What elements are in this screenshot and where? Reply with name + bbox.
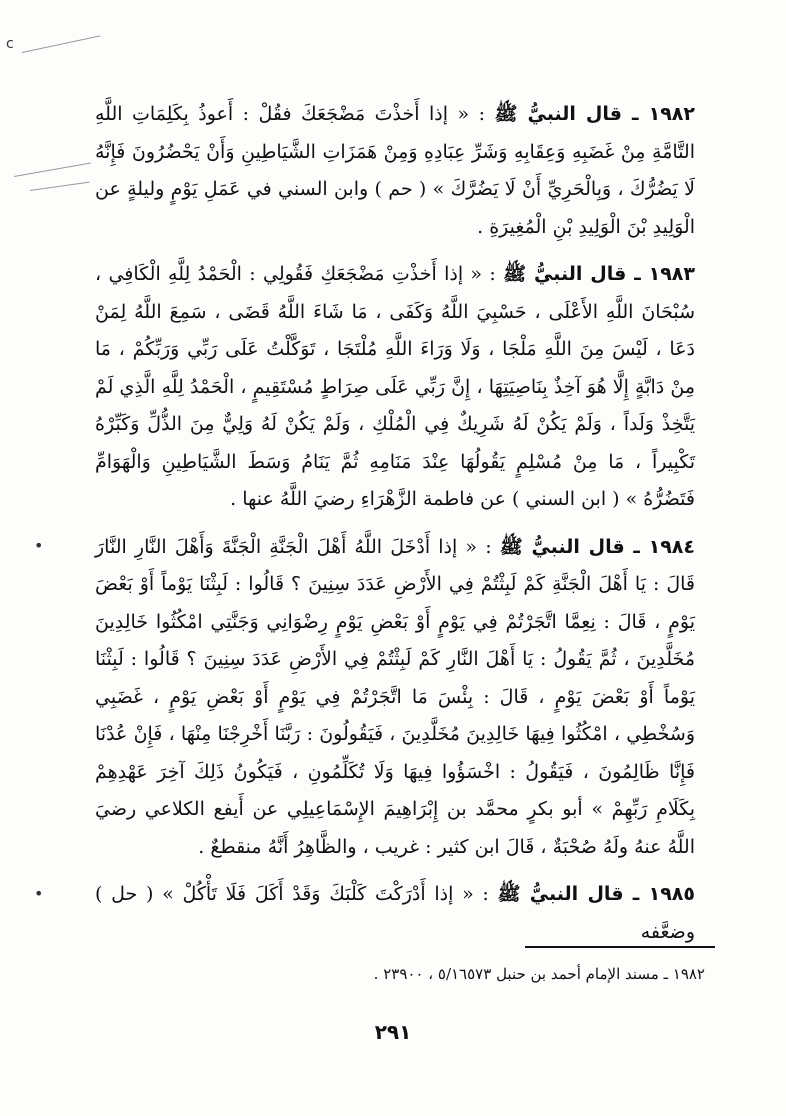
entry-label: قال النبيُّ ﷺ [497,883,624,905]
entry-number: ١٩٨٥ [648,883,695,905]
entry-paragraph: ١٩٨٤ ـ قال النبيُّ ﷺ : « إذا أَدْخَلَ اللَّهُ أَهْلَ الْجَنَّةِ الْجَنَّةَ وَأَهْلَ النَّارِ النَّارَ قَالَ : يَا أَهْلَ الْجَنَّةِ كَمْ لَبِثْتُمْ فِي الأَرْضِ عَدَدَ سِنِينَ ؟ قَالُوا : لَبِثْنَا يَوْماً أَوْ بَعْضَ يَوْمٍ ، قَالَ : نِعِمَّا اتَّجَرْتُمْ فِي يَوْمٍ أَوْ بَعْضِ يَوْمٍ رِضْوَانِي وَجَنَّتِي امْكُثُوا خَالِدِينَ مُخَلَّدِينَ ، ثُمَّ يَقُولُ : يَا أَهْلَ النَّارِ كَمْ لَبِثْتُمْ فِي الأَرْضِ عَدَدَ سِنِينَ ؟ قَالُوا : لَبِثْنَا يَوْماً أَوْ بَعْضَ يَوْمٍ ، قَالَ : بِئْسَ مَا اتَّجَرْتُمْ فِي يَوْمٍ أَوْ بَعْضِ يَوْمٍ ، غَضَبِي وَسُخْطِي ، امْكُثُوا فِيهَا خَالِدِينَ مُخَلَّدِينَ ، فَيَقُولُونَ : رَبَّنَا أَخْرِجْنَا مِنْهَا ، فَإِنْ عُدْنَا فَإِنَّا ظَالِمُونَ ، فَيَقُولُ : اخْسَؤُوا فِيهَا وَلَا تُكَلِّمُونِ ، فَيَكُونُ ذَلِكَ آخِرَ عَهْدِهِمْ بِكَلَامِ رَبِّهِمْ » أبو بكرٍ محمَّد بن إِبْرَاهِيمَ الإِسْمَاعِيلِي عن أَيفع الكلاعي رضيَ اللَّهُ عنهُ ولَهُ صُحْبَةٌ ، قَالَ ابن كثير : غريب ، والظَّاهِرُ أَنَّهُ منقطعٌ . [95,535,695,858]
entry-label: قال النبيُّ ﷺ [494,103,622,125]
entry-number: ١٩٨٤ [648,535,695,558]
scan-streak [22,35,100,53]
page-body [95,96,695,961]
entry-text: : « إذا أَدْرَكْتَ كَلْبَكَ وَقَدْ أَكَلَ فَلَا تَأْكُلْ » ( حل ) وضعَّفه [95,883,695,943]
entry-text: : « إذا أَدْخَلَ اللَّهُ أَهْلَ الْجَنَّةِ الْجَنَّةَ وَأَهْلَ النَّارِ النَّارَ قَالَ : يَا أَهْلَ الْجَنَّةِ كَمْ لَبِثْتُمْ فِي الأَرْضِ عَدَدَ سِنِينَ ؟ قَالُوا : لَبِثْنَا يَوْماً أَوْ بَعْضَ يَوْمٍ ، قَالَ : نِعِمَّا اتَّجَرْتُمْ فِي يَوْمٍ أَوْ بَعْضِ يَوْمٍ رِضْوَانِي وَجَنَّتِي امْكُثُوا خَالِدِينَ مُخَلَّدِينَ ، ثُمَّ يَقُولُ : يَا أَهْلَ النَّارِ كَمْ لَبِثْتُمْ فِي الأَرْضِ عَدَدَ سِنِينَ ؟ قَالُوا : لَبِثْنَا يَوْماً أَوْ بَعْضَ يَوْمٍ ، قَالَ : بِئْسَ مَا اتَّجَرْتُمْ فِي يَوْمٍ أَوْ بَعْضِ يَوْمٍ ، غَضَبِي وَسُخْطِي ، امْكُثُوا فِيهَا خَالِدِينَ مُخَلَّدِينَ ، فَيَقُولُونَ : رَبَّنَا أَخْرِجْنَا مِنْهَا ، فَإِنْ عُدْنَا فَإِنَّا ظَالِمُونَ ، فَيَقُولُ : اخْسَؤُوا فِيهَا وَلَا تُكَلِّمُونِ ، فَيَكُونُ ذَلِكَ آخِرَ عَهْدِهِمْ بِكَلَامِ رَبِّهِمْ » أبو بكرٍ محمَّد بن إِبْرَاهِيمَ الإِسْمَاعِيلِي عن أَيفع الكلاعي رضيَ اللَّهُ عنهُ ولَهُ صُحْبَةٌ ، قَالَ ابن كثير : غريب ، والظَّاهِرُ أَنَّهُ منقطعٌ . [95,535,695,858]
footnote: ١٩٨٢ ـ مسند الإمام أحمد بن حنبل ٥/١٦٥٧٣ ، ٢٣٩٠٠ . [373,965,705,983]
hadith-entry-1984 [95,529,695,867]
hadith-entry-1983 [95,256,695,519]
entry-paragraph: ١٩٨٥ ـ قال النبيُّ ﷺ : « إذا أَدْرَكْتَ كَلْبَكَ وَقَدْ أَكَلَ فَلَا تَأْكُلْ » ( حل ) وضعَّفه [95,883,695,943]
entry-text: : « إذا أَخذْتِ مَضْجَعَكِ فَقُولِي : الْحَمْدُ لِلَّهِ الْكَافِي ، سُبْحَانَ اللَّهِ الأَعْلَى ، حَسْبِيَ اللَّهُ وَكَفَى ، مَا شَاءَ اللَّهُ قَضَى ، سَمِعَ اللَّهُ لِمَنْ دَعَا ، لَيْسَ مِنَ اللَّهِ مَلْجَا ، وَلَا وَرَاءَ اللَّهِ مُلْتَجَا ، تَوَكَّلْتُ عَلَى رَبِّي وَرَبِّكُمْ ، مَا مِنْ دَابَّةٍ إِلَّا هُوَ آخِذٌ بِنَاصِيَتِهَا ، إِنَّ رَبِّي عَلَى صِرَاطٍ مُسْتَقِيمٍ ، الْحَمْدُ لِلَّهِ الَّذِي لَمْ يَتَّخِذْ وَلَداً ، وَلَمْ يَكُنْ لَهُ شَرِيكٌ فِي الْمُلْكِ ، وَلَمْ يَكُنْ لَهُ وَلِيٌّ مِنَ الذُّلِّ وَكَبِّرْهُ تَكْبِيراً ، مَا مِنْ مُسْلِمٍ يَقُولُهَا عِنْدَ مَنَامِهِ ثُمَّ يَنَامُ وَسَطَ الشَّيَاطِينِ وَالْهَوَامِّ فَتَضُرُّهُ » ( ابن السني ) عن فاطمة الزَّهْرَاءِ رضيَ اللَّهُ عنها . [95,263,695,510]
entry-text: : « إذا أَخذْتَ مَضْجَعَكَ فقُلْ : أَعوذُ بِكَلِمَاتِ اللَّهِ التَّامَّةِ مِنْ غَضَبِهِ وَعِقَابِهِ وَشَرِّ عِبَادِهِ وَمِنْ هَمَزَاتِ الشَّيَاطِينِ وَأَنْ يَحْضُرُونَ فَإِنَّهُ لَا يَضُرُّكَ ، وَبِالْحَرِيِّ أَنْ لَا يَضُرَّكَ » ( حم ) وابن السني في عَمَلِ يَوْمٍ وليلةٍ عن الْوَلِيدِ بْنَ الْوَلِيدِ بْنِ الْمُغِيرَةِ . [95,103,695,238]
hadith-entry-1985 [95,876,695,951]
entry-label: قال النبيُّ ﷺ [499,535,625,558]
entry-label: قال النبيُّ ﷺ [503,263,627,285]
entry-paragraph: ١٩٨٢ ـ قال النبيُّ ﷺ : « إذا أَخذْتَ مَضْجَعَكَ فقُلْ : أَعوذُ بِكَلِمَاتِ اللَّهِ التَّامَّةِ مِنْ غَضَبِهِ وَعِقَابِهِ وَشَرِّ عِبَادِهِ وَمِنْ هَمَزَاتِ الشَّيَاطِينِ وَأَنْ يَحْضُرُونَ فَإِنَّهُ لَا يَضُرُّكَ ، وَبِالْحَرِيِّ أَنْ لَا يَضُرَّكَ » ( حم ) وابن السني في عَمَلِ يَوْمٍ وليلةٍ عن الْوَلِيدِ بْنَ الْوَلِيدِ بْنِ الْمُغِيرَةِ . [95,103,695,238]
entry-number: ١٩٨٣ [648,263,695,285]
footnote-divider [525,946,715,948]
entry-paragraph: ١٩٨٣ ـ قال النبيُّ ﷺ : « إذا أَخذْتِ مَضْجَعَكِ فَقُولِي : الْحَمْدُ لِلَّهِ الْكَافِي ، سُبْحَانَ اللَّهِ الأَعْلَى ، حَسْبِيَ اللَّهُ وَكَفَى ، مَا شَاءَ اللَّهُ قَضَى ، سَمِعَ اللَّهُ لِمَنْ دَعَا ، لَيْسَ مِنَ اللَّهِ مَلْجَا ، وَلَا وَرَاءَ اللَّهِ مُلْتَجَا ، تَوَكَّلْتُ عَلَى رَبِّي وَرَبِّكُمْ ، مَا مِنْ دَابَّةٍ إِلَّا هُوَ آخِذٌ بِنَاصِيَتِهَا ، إِنَّ رَبِّي عَلَى صِرَاطٍ مُسْتَقِيمٍ ، الْحَمْدُ لِلَّهِ الَّذِي لَمْ يَتَّخِذْ وَلَداً ، وَلَمْ يَكُنْ لَهُ شَرِيكٌ فِي الْمُلْكِ ، وَلَمْ يَكُنْ لَهُ وَلِيٌّ مِنَ الذُّلِّ وَكَبِّرْهُ تَكْبِيراً ، مَا مِنْ مُسْلِمٍ يَقُولُهَا عِنْدَ مَنَامِهِ ثُمَّ يَنَامُ وَسَطَ الشَّيَاطِينِ وَالْهَوَامِّ فَتَضُرُّهُ » ( ابن السني ) عن فاطمة الزَّهْرَاءِ رضيَ اللَّهُ عنها . [95,263,695,510]
page-number: ٢٩١ [374,1020,412,1044]
scan-streak [14,162,91,177]
hadith-entry-1982 [95,96,695,246]
scan-streak [30,182,90,191]
scan-dot: • [34,536,44,555]
scan-mark-top-left: c [6,36,14,52]
entry-number: ١٩٨٢ [648,103,695,125]
scan-dot: • [34,884,44,903]
